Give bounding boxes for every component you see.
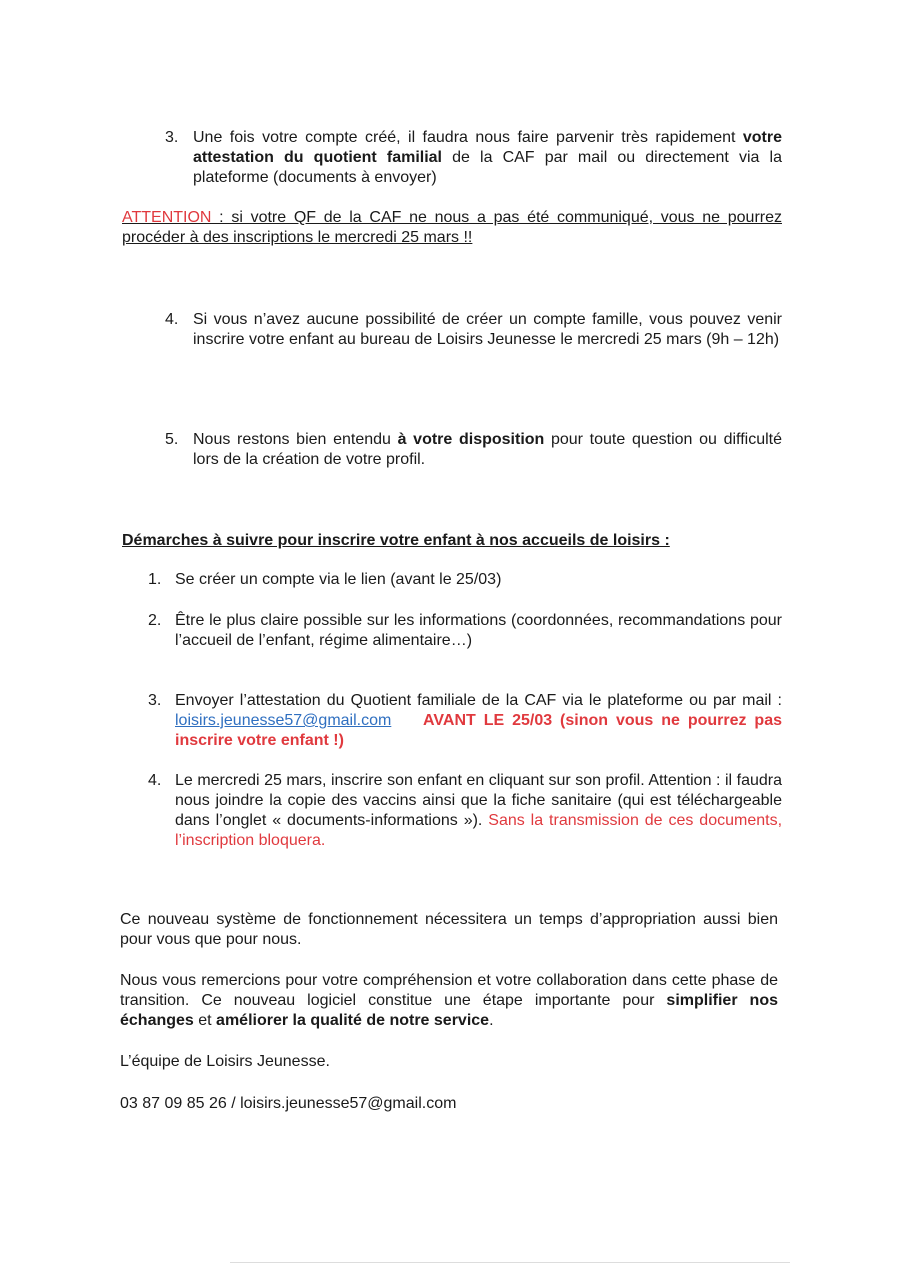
attention-note [122,208,782,248]
text: de la CAF par mail ou directement via la plateforme (documents à envoyer) [193,149,782,186]
red-warning: Sans la transmission de ces documents, l’inscription bloquera. [175,812,783,849]
item-text: Être le plus claire possible sur les informations (coordonnées, recommandations pour l’accueil de l’enfant, régime alimentaire…) [175,612,782,649]
item-number: 3. [148,692,162,709]
attention-label: ATTENTION [122,209,212,226]
item-text: Si vous n’avez aucune possibilité de créer un compte famille, vous pouvez venir inscrire votre enfant au bureau de Loisirs Jeunesse le mercredi 25 mars (9h – 12h) [193,311,782,348]
bold-text: simplifier nos échanges [120,992,778,1029]
item-text [175,771,782,851]
item-number: 4. [148,772,162,789]
item-text [193,128,782,188]
item-text [193,430,782,470]
bold-text: à votre disposition [397,431,545,448]
signature: L’équipe de Loisirs Jeunesse. [120,1053,330,1070]
item-number: 4. [165,311,179,328]
email-link[interactable]: loisirs.jeunesse57@gmail.com [175,712,392,729]
text: Le mercredi 25 mars, inscrire son enfant en cliquant sur son profil. Attention : il faudra nous joindre la copie des vaccins ainsi que la fiche sanitaire (qui est téléchargeable dans l’onglet « documents-informations »). [175,772,782,829]
scan-edge-line [230,1262,790,1263]
bold-text: votre attestation du quotient familial [193,129,782,166]
closing-paragraph-1: Ce nouveau système de fonctionnement nécessitera un temps d’appropriation aussi bien pour vous que pour nous. [120,911,778,948]
item-number: 3. [165,129,179,146]
item-text [175,691,782,751]
closing-paragraph-2 [120,971,778,1031]
item-number: 2. [148,612,162,629]
text: Envoyer l’attestation du Quotient familiale de la CAF via le plateforme ou par mail : [175,692,782,709]
text: Une fois votre compte créé, il faudra nous faire parvenir très rapidement [193,129,743,146]
deadline-warning: AVANT LE 25/03 (sinon vous ne pourrez pas inscrire votre enfant !) [175,712,783,749]
text: Nous vous remercions pour votre compréhension et votre collaboration dans cette phase de transition. Ce nouveau logiciel constitue une étape importante pour [120,972,778,1009]
item-number: 1. [148,571,162,588]
text: Nous restons bien entendu [193,431,398,448]
text: . [489,1012,494,1029]
item-number: 5. [165,431,179,448]
bold-text: améliorer la qualité de notre service [216,1012,490,1029]
text: pour toute question ou difficulté lors de la création de votre profil. [193,431,782,468]
text: et [193,1012,217,1029]
contact-line: 03 87 09 85 26 / loisirs.jeunesse57@gmail.com [120,1095,457,1112]
attention-text: : si votre QF de la CAF ne nous a pas été communiqué, vous ne pourrez procéder à des inscriptions le mercredi 25 mars !! [122,209,782,246]
item-text: Se créer un compte via le lien (avant le 25/03) [175,571,502,588]
section-heading: Démarches à suivre pour inscrire votre enfant à nos accueils de loisirs : [122,532,670,549]
